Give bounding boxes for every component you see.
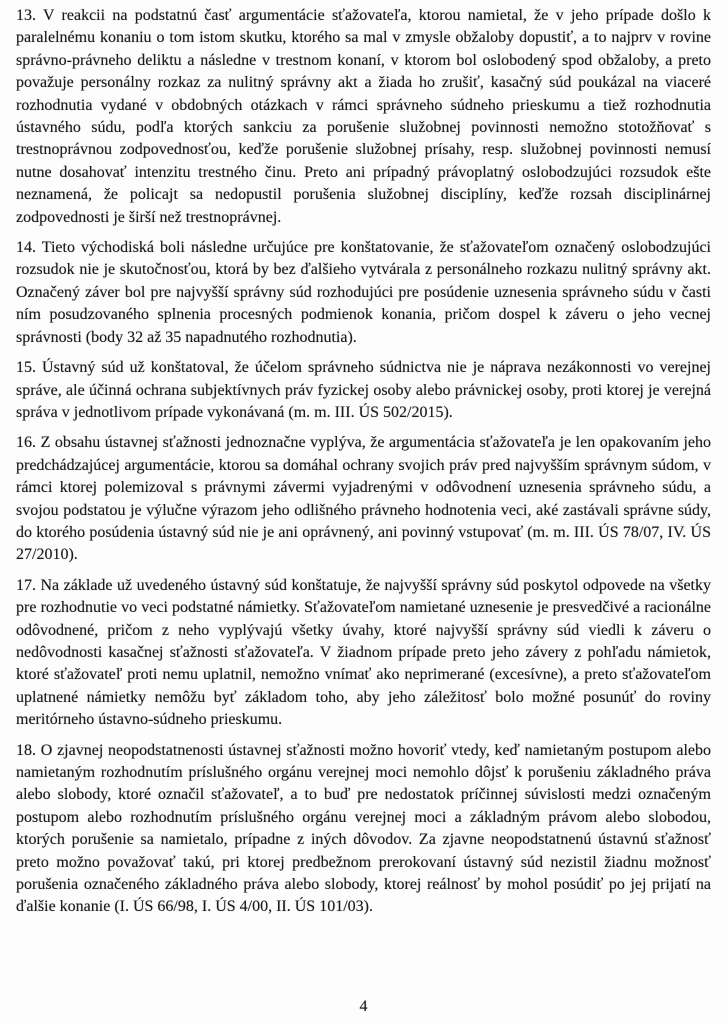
page-number: 4: [359, 998, 368, 1015]
paragraph-13: 13. V reakcii na podstatnú časť argumentácie sťažovateľa, ktorou namietal, že v jeho prípade došlo k paralelnému konaniu o tom istom skutku, ktorého sa mal v zmysle obžaloby dopustiť, a to najprv v rovine správno-právneho deliktu a následne v trestnom konaní, v ktorom bol oslobodený spod obžaloby, a preto považuje personálny rozkaz za nulitný správny akt a žiada ho zrušiť, kasačný súd poukázal na viaceré rozhodnutia vydané v obdobných otázkach v rámci správneho súdneho prieskumu a tiež rozhodnutia ústavného súdu, podľa ktorých sankciu za porušenie služobnej povinnosti nemožno stotožňovať s trestnoprávnou zodpovednosťou, keďže porušenie služobnej prísahy, resp. služobnej povinnosti nemusí nutne dosahovať intenzitu trestného činu. Preto ani prípadný právoplatný oslobodzujúci rozsudok ešte neznamená, že policajt sa nedopustil porušenia služobnej disciplíny, keďže rozsah disciplinárnej zodpovednosti je širší než trestnoprávnej.: [16, 7, 711, 226]
paragraph-15: 15. Ústavný súd už konštatoval, že účelom správneho súdnictva nie je náprava nezákonnosti vo verejnej správe, ale účinná ochrana subjektívnych práv fyzickej osoby alebo právnickej osoby, proti ktorej je verejná správa v jednotlivom prípade vykonávaná (m. m. III. ÚS 502/2015).: [16, 359, 711, 421]
paragraph-16: 16. Z obsahu ústavnej sťažnosti jednoznačne vyplýva, že argumentácia sťažovateľa je len opakovaním jeho predchádzajúcej argumentácie, ktorou sa domáhal ochrany svojich práv pred najvyšším správnym súdom, v rámci ktorej polemizoval s právnymi závermi vyjadrenými v odôvodnení uznesenia správneho súdu, a svojou podstatou je výlučne výrazom jeho odlišného právneho hodnotenia veci, aké zastávali správne súdy, do ktorého posúdenia ústavný súd nie je ani oprávnený, ani povinný vstupovať (m. m. III. ÚS 78/07, IV. ÚS 27/2010).: [16, 434, 711, 564]
paragraph-14: 14. Tieto východiská boli následne určujúce pre konštatovanie, že sťažovateľom označený oslobodzujúci rozsudok nie je skutočnosťou, ktorá by bez ďalšieho vytvárala z personálneho rozkazu nulitný správny akt. Označený záver bol pre najvyšší správny súd rozhodujúci pre posúdenie uznesenia správneho súdu v časti ním posudzovaného splnenia procesných podmienok konania, pričom dospel k záveru o jeho vecnej správnosti (body 32 až 35 napadnutého rozhodnutia).: [16, 239, 711, 346]
paragraph-18: 18. O zjavnej neopodstatnenosti ústavnej sťažnosti možno hovoriť vtedy, keď namietaným postupom alebo namietaným rozhodnutím príslušného orgánu verejnej moci nemohlo dôjsť k porušeniu základného práva alebo slobody, ktoré označil sťažovateľ, a to buď pre nedostatok príčinnej súvislosti medzi označeným postupom alebo rozhodnutím príslušného orgánu verejnej moci a základným právom alebo slobodou, ktorých porušenie sa namietalo, prípadne z iných dôvodov. Za zjavne neopodstatnenú ústavnú sťažnosť preto možno považovať takú, pri ktorej predbežnom prerokovaní ústavný súd nezistil žiadnu možnosť porušenia označeného základného práva alebo slobody, ktorej reálnosť by mohol posúdiť po jej prijatí na ďalšie konanie (I. ÚS 66/98, I. ÚS 4/00, II. ÚS 101/03).: [16, 741, 711, 916]
paragraph-17: 17. Na základe už uvedeného ústavný súd konštatuje, že najvyšší správny súd poskytol odpovede na všetky pre rozhodnutie vo veci podstatné námietky. Sťažovateľom namietané uznesenie je presvedčivé a racionálne odôvodnené, pričom z neho vyplývajú všetky úvahy, ktoré najvyšší správny súd viedli k záveru o nedôvodnosti kasačnej sťažnosti sťažovateľa. V žiadnom prípade preto jeho závery z pohľadu námietok, ktoré sťažovateľ proti nemu uplatnil, nemožno vnímať ako neprimerané (excesívne), a preto sťažovateľom uplatnené námietky nemôžu byť základom toho, aby jeho záležitosť bolo možné posunúť do roviny meritórneho ústavno-súdneho prieskumu.: [16, 576, 711, 729]
